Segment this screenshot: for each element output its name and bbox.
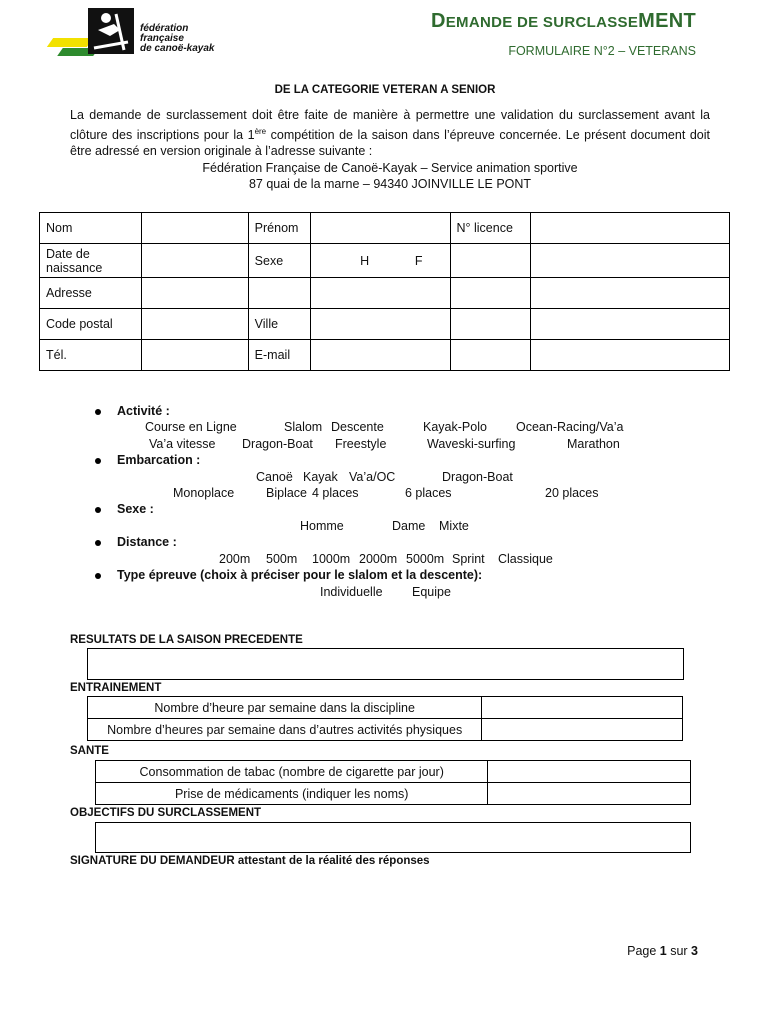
logo-yellow-stripe <box>47 38 93 47</box>
option-canoe[interactable]: Canoë <box>256 470 293 484</box>
prenom-label: Prénom <box>248 213 310 244</box>
entrainement-autres-label: Nombre d’heures par semaine dans d’autres activités physiques <box>88 719 482 741</box>
sexe-field[interactable] <box>310 244 450 278</box>
option-1000m[interactable]: 1000m <box>312 552 351 566</box>
bullet <box>95 573 101 579</box>
option-dragon-boat-embarcation[interactable]: Dragon-Boat <box>442 470 513 484</box>
code-postal-field[interactable] <box>141 309 248 340</box>
option-20-places[interactable]: 20 places <box>545 486 599 500</box>
option-mixte[interactable]: Mixte <box>439 519 469 533</box>
identity-table <box>39 212 730 371</box>
licence-field[interactable] <box>531 213 730 244</box>
option-individuelle[interactable]: Individuelle <box>320 585 383 599</box>
option-freestyle[interactable]: Freestyle <box>335 437 387 451</box>
ville-field-3[interactable] <box>531 309 730 340</box>
email-field[interactable] <box>310 340 450 371</box>
adresse-field-4[interactable] <box>450 278 531 309</box>
objectifs-heading: OBJECTIFS DU SURCLASSEMENT <box>70 807 262 819</box>
option-course-en-ligne[interactable]: Course en Ligne <box>145 420 237 434</box>
licence-label: N° licence <box>450 213 531 244</box>
intro-paragraph: La demande de surclassement doit être faite de manière à permettre une validation du surclassement avant la clôture des inscriptions pour la 1ère compétition de la saison dans l’épreuve concernée. Le présent document doit être adressé en version originale à l’adresse suivante : Fédération Française de Canoë-Kayak – Service animation sportive 87 quai de la marne – 94340 JOINVILLE LE PONT <box>70 108 710 192</box>
option-homme[interactable]: Homme <box>300 519 344 533</box>
distance-label: Distance : <box>117 535 177 549</box>
option-equipe[interactable]: Equipe <box>412 585 451 599</box>
option-4-places[interactable]: 4 places <box>312 486 359 500</box>
option-descente[interactable]: Descente <box>331 420 384 434</box>
sexe-label: Sexe <box>248 244 310 278</box>
option-classique[interactable]: Classique <box>498 552 553 566</box>
option-vaa-vitesse[interactable]: Va’a vitesse <box>149 437 216 451</box>
medicaments-label: Prise de médicaments (indiquer les noms) <box>96 783 488 805</box>
option-500m[interactable]: 500m <box>266 552 298 566</box>
category-heading: DE LA CATEGORIE VETERAN A SENIOR <box>274 84 496 96</box>
type-epreuve-label: Type épreuve (choix à préciser pour le slalom et la descente): <box>117 568 483 582</box>
page-number: Page 1 sur 3 <box>627 944 698 958</box>
adresse-field-2[interactable] <box>248 278 310 309</box>
entrainement-discipline-field[interactable] <box>482 697 683 719</box>
option-dragon-boat[interactable]: Dragon-Boat <box>242 437 313 451</box>
option-waveski-surfing[interactable]: Waveski-surfing <box>427 437 516 451</box>
activite-label: Activité : <box>117 404 170 418</box>
bullet <box>95 409 101 415</box>
option-sprint[interactable]: Sprint <box>452 552 485 566</box>
adresse-label: Adresse <box>40 278 142 309</box>
option-monoplace[interactable]: Monoplace <box>173 486 235 500</box>
option-kayak-polo[interactable]: Kayak-Polo <box>423 420 487 434</box>
option-slalom[interactable]: Slalom <box>284 420 323 434</box>
option-vaa-oc[interactable]: Va’a/OC <box>349 470 396 484</box>
tabac-label: Consommation de tabac (nombre de cigarette par jour) <box>96 761 488 783</box>
resultats-field[interactable] <box>87 648 684 680</box>
bullet <box>95 458 101 464</box>
ville-field-2[interactable] <box>450 309 531 340</box>
document-title: DEMANDE DE SURCLASSEMENT <box>430 10 696 32</box>
blank-cell <box>531 244 730 278</box>
sexe-f[interactable]: F <box>414 253 423 268</box>
entrainement-heading: ENTRAINEMENT <box>70 682 162 694</box>
resultats-heading: RESULTATS DE LA SAISON PRECEDENTE <box>70 634 303 646</box>
option-ocean-racing[interactable]: Ocean-Racing/Va’a <box>516 420 624 434</box>
embarcation-label: Embarcation : <box>117 453 201 467</box>
date-naissance-label: Date de naissance <box>40 244 142 278</box>
signature-heading: SIGNATURE DU DEMANDEUR attestant de la réalité des réponses <box>70 855 430 867</box>
sante-heading: SANTE <box>70 745 109 757</box>
adresse-field[interactable] <box>141 278 248 309</box>
option-5000m[interactable]: 5000m <box>406 552 445 566</box>
blank-cell <box>450 244 531 278</box>
prenom-field[interactable] <box>310 213 450 244</box>
email-label: E-mail <box>248 340 310 371</box>
nom-label: Nom <box>40 213 142 244</box>
date-naissance-field[interactable] <box>141 244 248 278</box>
adresse-field-5[interactable] <box>531 278 730 309</box>
option-kayak[interactable]: Kayak <box>303 470 338 484</box>
bullet <box>95 507 101 513</box>
objectifs-field[interactable] <box>95 822 691 853</box>
nom-field[interactable] <box>141 213 248 244</box>
ville-label: Ville <box>248 309 310 340</box>
sexe-h[interactable]: H <box>360 253 370 268</box>
option-biplace[interactable]: Biplace <box>266 486 307 500</box>
logo-text: fédération française de canoë-kayak <box>140 23 215 54</box>
email-field-3[interactable] <box>531 340 730 371</box>
sante-table <box>95 760 691 805</box>
medicaments-field[interactable] <box>488 783 691 805</box>
entrainement-autres-field[interactable] <box>482 719 683 741</box>
option-6-places[interactable]: 6 places <box>405 486 452 500</box>
option-marathon[interactable]: Marathon <box>567 437 620 451</box>
bullet <box>95 540 101 546</box>
code-postal-label: Code postal <box>40 309 142 340</box>
tel-label: Tél. <box>40 340 142 371</box>
ffck-logo <box>46 8 226 64</box>
entrainement-table <box>87 696 683 741</box>
document-subtitle: FORMULAIRE N°2 – VETERANS <box>508 44 696 58</box>
email-field-2[interactable] <box>450 340 531 371</box>
option-200m[interactable]: 200m <box>219 552 251 566</box>
option-2000m[interactable]: 2000m <box>359 552 398 566</box>
option-dame[interactable]: Dame <box>392 519 426 533</box>
paddler-icon <box>88 8 136 58</box>
ville-field[interactable] <box>310 309 450 340</box>
sexe-section-label: Sexe : <box>117 502 154 516</box>
entrainement-discipline-label: Nombre d’heure par semaine dans la discipline <box>88 697 482 719</box>
tabac-field[interactable] <box>488 761 691 783</box>
tel-field[interactable] <box>141 340 248 371</box>
adresse-field-3[interactable] <box>310 278 450 309</box>
